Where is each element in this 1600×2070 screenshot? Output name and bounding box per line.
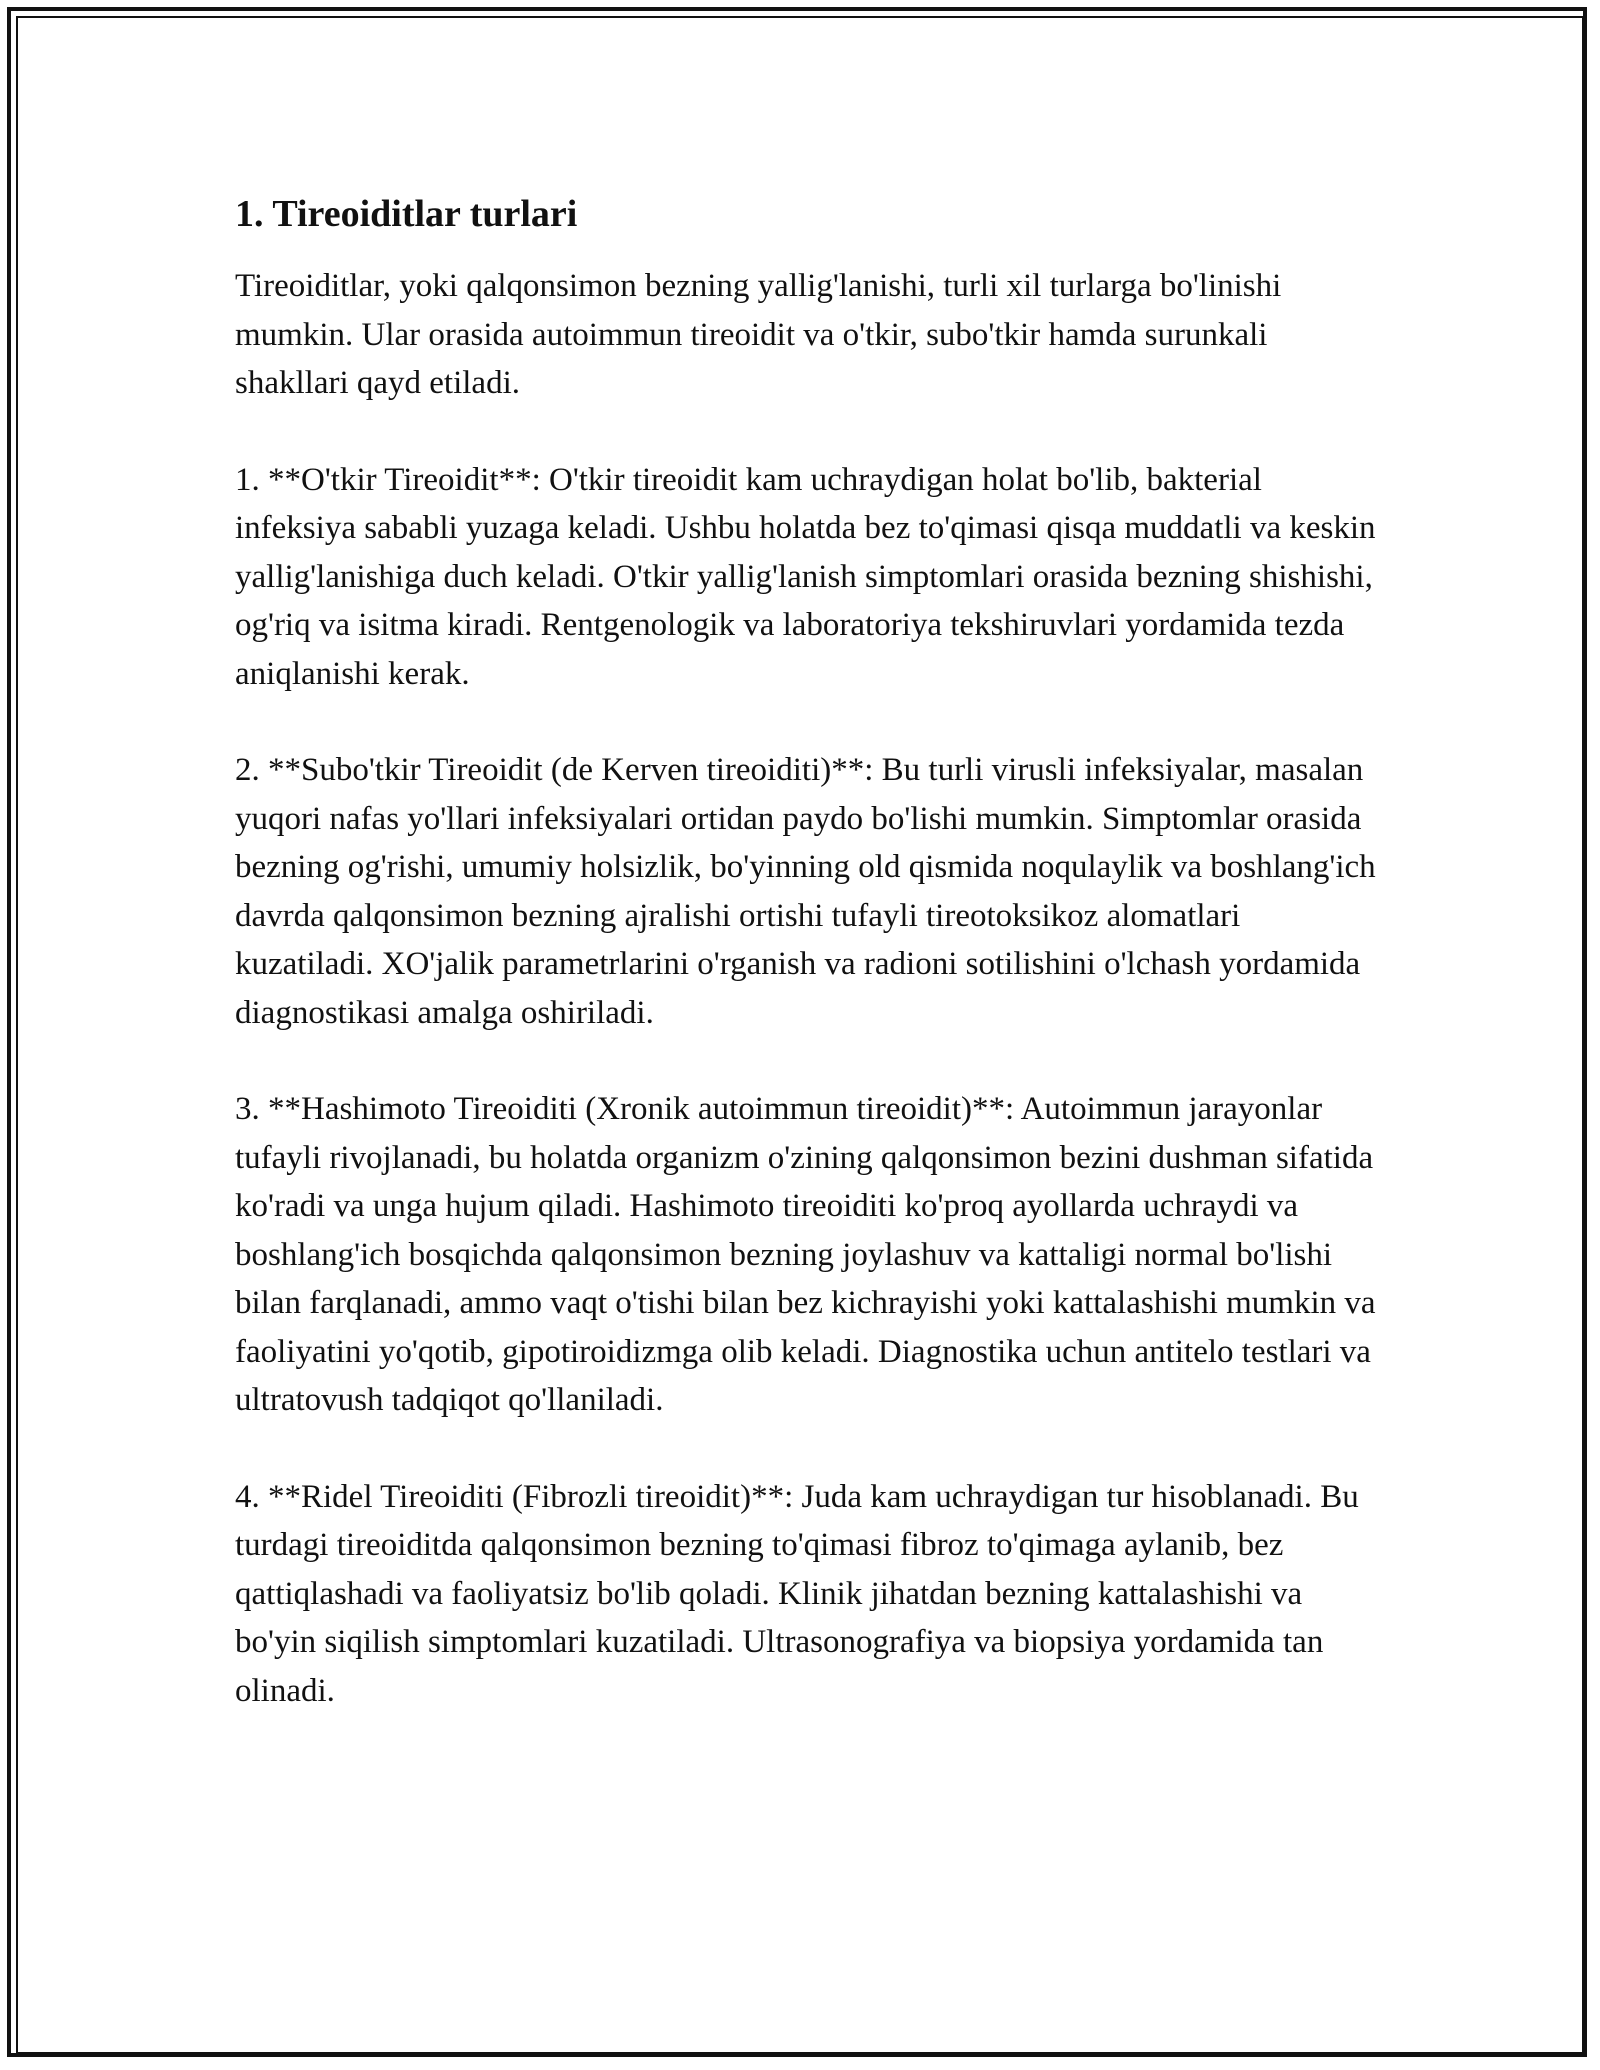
paragraph-subacute-thyroiditis: 2. **Subo'tkir Tireoidit (de Kerven tireoiditi)**: Bu turli virusli infeksiyalar, masalan yuqori nafas yo'llari infeksiyalari ortidan paydo bo'lishi mumkin. Simptomlar orasida bezning og'rishi, umumiy holsizlik, bo'yinning old qismida noqulaylik va boshlang'ich davrda qalqonsimon bezning ajralishi ortishi tufayli tireotoksikoz alomatlari kuzatiladi. XO'jalik parametrlarini o'rganish va radioni sotilishini o'lchash yordamida diagnostikasi amalga oshiriladi. [235,752,1376,1031]
section-heading: 1. Tireoiditlar turlari [235,193,578,235]
paragraph-hashimoto-thyroiditis: 3. **Hashimoto Tireoiditi (Xronik autoimmun tireoidit)**: Autoimmun jarayonlar tufayli rivojlanadi, bu holatda organizm o'zining qalqonsimon bezini dushman sifatida ko'radi va unga hujum qiladi. Hashimoto tireoiditi ko'proq ayollarda uchraydi va boshlang'ich bosqichda qalqonsimon bezning joylashuv va kattaligi normal bo'lishi bilan farqlanadi, ammo vaqt o'tishi bilan bez kichrayishi yoki kattalashishi mumkin va faoliyatini yo'qotib, gipotiroidizmga olib keladi. Diagnostika uchun antitelo testlari va ultratovush tadqiqot qo'llaniladi. [235,1091,1376,1418]
document-body [235,190,1380,1763]
paragraph-acute-thyroiditis: 1. **O'tkir Tireoidit**: O'tkir tireoidit kam uchraydigan holat bo'lib, bakterial infeksiya sababli yuzaga keladi. Ushbu holatda bez to'qimasi qisqa muddatli va keskin yallig'lanishiga duch keladi. O'tkir yallig'lanish simptomlari orasida bezning shishishi, og'riq va isitma kiradi. Rentgenologik va laboratoriya tekshiruvlari yordamida tezda aniqlanishi kerak. [235,461,1376,692]
paragraph-riedel-thyroiditis: 4. **Ridel Tireoiditi (Fibrozli tireoidit)**: Juda kam uchraydigan tur hisoblanadi. Bu turdagi tireoiditda qalqonsimon bezning to'qimasi fibroz to'qimaga aylanib, bez qattiqlashadi va faoliyatsiz bo'lib qoladi. Klinik jihatdan bezning kattalashishi va bo'yin siqilish simptomlari kuzatiladi. Ultrasonografiya va biopsiya yordamida tan olinadi. [235,1478,1359,1709]
intro-paragraph: Tireoiditlar, yoki qalqonsimon bezning yallig'lanishi, turli xil turlarga bo'linishi mumkin. Ular orasida autoimmun tireoidit va o'tkir, subo'tkir hamda surunkali shakllari qayd etiladi. [235,268,1282,401]
